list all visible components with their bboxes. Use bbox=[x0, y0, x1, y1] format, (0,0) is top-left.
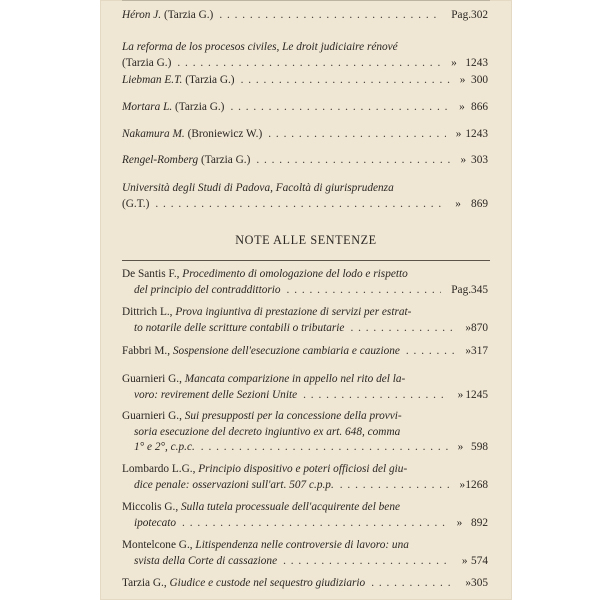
index-entry-heron bbox=[122, 8, 488, 24]
page-number: 869 bbox=[471, 197, 488, 210]
page-prefix: » bbox=[461, 554, 468, 567]
dot-leader bbox=[283, 554, 452, 570]
dot-leader bbox=[177, 56, 441, 72]
note-entry-dittrich bbox=[122, 305, 488, 336]
note-entry-guarnieri-1 bbox=[122, 372, 488, 403]
page-prefix: » bbox=[455, 128, 462, 140]
page-number: 892 bbox=[471, 516, 488, 529]
note-title: Sospensione dell'esecuzione cambiaria e cauzione bbox=[172, 345, 400, 357]
entry-author: Nakamura M. bbox=[122, 128, 185, 140]
entry-reviewer: (Tarzia G.) bbox=[185, 74, 235, 86]
page-number: 866 bbox=[471, 101, 488, 113]
dot-leader bbox=[303, 388, 447, 404]
page-prefix: » bbox=[465, 321, 471, 334]
page-number: 305 bbox=[471, 577, 488, 589]
page-prefix: Pag. bbox=[451, 283, 472, 296]
note-entry-miccolis bbox=[122, 500, 488, 531]
page-prefix: Pag. bbox=[451, 9, 472, 21]
page-prefix: » bbox=[459, 101, 465, 113]
note-author: Montelcone G., bbox=[122, 539, 193, 551]
dot-leader bbox=[268, 127, 446, 143]
book-page bbox=[100, 0, 512, 600]
note-title-end: to notarile delle scritture contabili o tributarie bbox=[134, 321, 345, 334]
section-rule bbox=[122, 260, 490, 261]
page-number: 1268 bbox=[465, 478, 488, 491]
index-entry-rengel-romberg bbox=[122, 153, 488, 169]
note-title: Sui presupposti per la concessione della provvi- bbox=[184, 410, 402, 422]
page-number: 302 bbox=[471, 9, 488, 21]
note-title: Principio dispositivo e poteri officiosi del giu- bbox=[198, 463, 408, 475]
note-title: Prova ingiuntiva di prestazione di servizi per estrat- bbox=[175, 306, 412, 318]
note-author: Miccolis G., bbox=[122, 501, 179, 513]
page-number: 303 bbox=[471, 154, 488, 166]
dot-leader bbox=[241, 73, 450, 89]
note-title: Procedimento di omologazione del lodo e rispetto bbox=[182, 268, 408, 280]
note-title-end: svista della Corte di cassazione bbox=[134, 554, 278, 567]
page-number: 345 bbox=[471, 283, 488, 296]
page-number: 598 bbox=[471, 441, 488, 453]
dot-leader bbox=[287, 283, 442, 299]
note-title: Litispendenza nelle controversie di lavoro: una bbox=[195, 539, 409, 551]
dot-leader bbox=[340, 478, 450, 494]
note-title: Mancata comparizione in appello nel rito del la- bbox=[184, 373, 406, 385]
note-author: Dittrich L., bbox=[122, 306, 173, 318]
page-prefix: » bbox=[459, 74, 466, 86]
index-entry-reforma bbox=[122, 40, 488, 71]
note-title-end: ipotecato bbox=[134, 516, 177, 529]
dot-leader bbox=[371, 576, 455, 592]
note-author: Guarnieri G., bbox=[122, 410, 182, 422]
entry-author: Rengel-Romberg bbox=[122, 154, 199, 166]
page-prefix: » bbox=[455, 197, 461, 210]
note-title-end: del principio del contraddittorio bbox=[134, 283, 281, 296]
page-prefix: » bbox=[451, 56, 457, 69]
note-entry-montelcone bbox=[122, 538, 488, 569]
dot-leader bbox=[406, 344, 456, 360]
page-number: 1243 bbox=[465, 128, 488, 140]
page-prefix: » bbox=[459, 478, 466, 491]
note-entry-tarzia bbox=[122, 576, 488, 592]
index-entry-nakamura bbox=[122, 127, 488, 143]
page-prefix: » bbox=[460, 154, 467, 166]
dot-leader bbox=[201, 440, 448, 456]
note-title-cont: soria esecuzione del decreto ingiuntivo ex art. 648, comma bbox=[134, 425, 401, 438]
index-entry-liebman bbox=[122, 73, 488, 89]
page-prefix: » bbox=[465, 577, 472, 589]
dot-leader bbox=[230, 100, 449, 116]
note-title-end: 1° e 2°, c.p.c. bbox=[134, 441, 195, 453]
entry-reviewer: (G.T.) bbox=[122, 197, 150, 210]
page-prefix: » bbox=[457, 388, 464, 401]
page-number: 300 bbox=[471, 74, 488, 86]
page-number: 574 bbox=[471, 554, 488, 567]
dot-leader bbox=[155, 197, 445, 213]
entry-reviewer: (Tarzia G.) bbox=[175, 101, 225, 113]
note-entry-guarnieri-2 bbox=[122, 409, 488, 456]
entry-author: Liebman E.T. bbox=[122, 74, 183, 86]
entry-reviewer: (Tarzia G.) bbox=[163, 9, 214, 21]
index-entry-mortara bbox=[122, 100, 488, 116]
note-title: Sulla tutela processuale dell'acquirente del bene bbox=[181, 501, 400, 513]
page-number: 870 bbox=[471, 321, 488, 334]
note-entry-lombardo bbox=[122, 462, 488, 493]
note-title-end: voro: revirement delle Sezioni Unite bbox=[134, 388, 298, 401]
index-entry-universita-padova bbox=[122, 181, 488, 212]
entry-reviewer: (Tarzia G.) bbox=[122, 56, 172, 69]
dot-leader bbox=[256, 153, 450, 169]
page-prefix: » bbox=[456, 516, 463, 529]
note-entry-de-santis bbox=[122, 267, 488, 298]
entry-author: Héron J. bbox=[122, 9, 162, 21]
entry-title: Università degli Studi di Padova, Facoltà di giurisprudenza bbox=[122, 182, 394, 194]
entry-reviewer: (Tarzia G.) bbox=[200, 154, 251, 166]
section-heading: NOTE ALLE SENTENZE bbox=[235, 233, 377, 247]
page-number: 317 bbox=[471, 345, 488, 357]
note-author: Lombardo L.G., bbox=[122, 463, 196, 475]
note-author: De Santis F., bbox=[122, 268, 180, 280]
page-number: 1245 bbox=[465, 388, 488, 401]
note-title: Giudice e custode nel sequestro giudiziario bbox=[169, 577, 366, 589]
dot-leader bbox=[219, 8, 441, 24]
note-title-end: dice penale: osservazioni sull'art. 507 c.p.p. bbox=[134, 478, 334, 491]
entry-title: La reforma de los procesos civiles, Le droit judiciaire rénové bbox=[122, 41, 398, 53]
note-author: Fabbri M., bbox=[122, 345, 171, 357]
entry-reviewer: (Broniewicz W.) bbox=[187, 128, 263, 140]
page-number: 1243 bbox=[465, 56, 488, 69]
dot-leader bbox=[182, 516, 447, 532]
note-entry-fabbri bbox=[122, 344, 488, 360]
top-rule bbox=[122, 0, 490, 1]
dot-leader bbox=[350, 321, 455, 337]
page-prefix: » bbox=[457, 441, 464, 453]
note-author: Guarnieri G., bbox=[122, 373, 182, 385]
page-prefix: » bbox=[465, 345, 472, 357]
note-author: Tarzia G., bbox=[122, 577, 167, 589]
entry-author: Mortara L. bbox=[122, 101, 173, 113]
